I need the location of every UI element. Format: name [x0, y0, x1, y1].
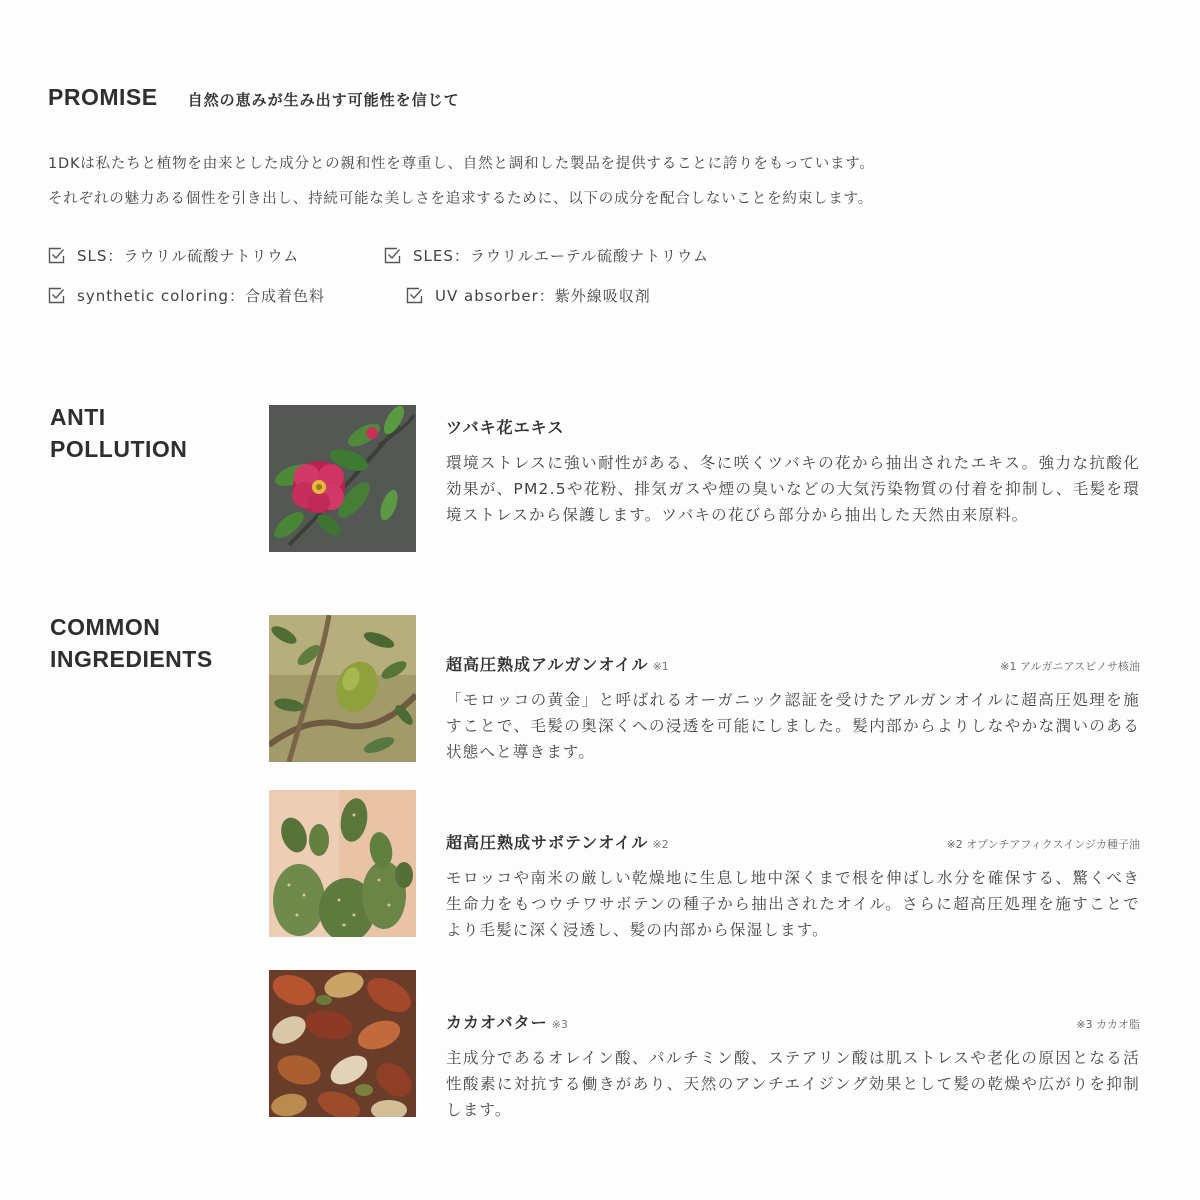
- argan-photo: [269, 615, 416, 762]
- intro-line: それぞれの魅力ある個性を引き出し、持続可能な美しさを追求するために、以下の成分を配合しないことを約束します。: [48, 191, 874, 207]
- promise-title: PROMISE: [48, 84, 158, 110]
- ingredient-description: 環境ストレスに強い耐性がある、冬に咲くツバキの花から抽出されたエキス。強力な抗酸化効果が、PM2.5や花粉、排気ガスや煙の臭いなどの大気汚染物質の付着を抑制し、毛髪を環境ストレスから保護します。ツバキの花びら部分から抽出した天然由来原料。: [446, 454, 1140, 524]
- ingredient-name: [446, 652, 669, 675]
- footnote-mark: ※2: [652, 838, 669, 851]
- promise-subtitle: 自然の恵みが生み出す可能性を信じて: [187, 91, 460, 109]
- section-label-line: INGREDIENTS: [50, 646, 213, 672]
- checkbox-check-icon: [384, 247, 401, 264]
- free-of-label: UV absorber：紫外線吸収剤: [435, 287, 651, 305]
- ingredient-camellia: [446, 415, 1140, 528]
- free-of-label: SLES：ラウリルエーテル硫酸ナトリウム: [413, 247, 709, 265]
- footnote-note: ※1 アルガニアスピノサ核油: [1000, 660, 1140, 673]
- section-label-line: COMMON: [50, 614, 161, 640]
- footnote-mark: ※1: [652, 660, 669, 673]
- cactus-photo: [269, 790, 416, 937]
- checkbox-check-icon: [406, 287, 423, 304]
- free-of-item: [48, 245, 299, 266]
- ingredient-cacao: [446, 1010, 1140, 1123]
- checkbox-check-icon: [48, 287, 65, 304]
- common-ingredients-label: [50, 611, 213, 675]
- ingredient-name-text: 超高圧熟成アルガンオイル: [446, 655, 649, 674]
- cacao-photo: [269, 970, 416, 1117]
- ingredient-name-text: 超高圧熟成サボテンオイル: [446, 833, 649, 852]
- footnote-note: ※2 オプンチアフィクスインジカ種子油: [946, 838, 1140, 851]
- ingredient-cactus: [446, 830, 1140, 943]
- footnote-mark: ※3: [551, 1018, 568, 1031]
- footnote-note: ※3 カカオ脂: [1076, 1018, 1140, 1031]
- checkbox-check-icon: [48, 247, 65, 264]
- camellia-photo: [269, 405, 416, 552]
- promise-header: [48, 84, 460, 111]
- promise-intro: [48, 147, 1148, 217]
- ingredient-name: [446, 830, 669, 853]
- ingredient-name-text: カカオバター: [446, 1013, 548, 1032]
- section-label-line: ANTI: [50, 404, 106, 430]
- free-of-label: SLS：ラウリル硫酸ナトリウム: [77, 247, 300, 265]
- ingredient-name: [446, 1010, 568, 1033]
- free-of-item: [406, 285, 651, 306]
- ingredient-argan: [446, 652, 1140, 765]
- ingredient-description: 主成分であるオレイン酸、パルチミン酸、ステアリン酸は肌ストレスや老化の原因となる活性酸素に対抗する働きがあり、天然のアンチエイジング効果として髪の乾燥や広がりを抑制します。: [446, 1049, 1140, 1119]
- intro-line: 1DKは私たちと植物を由来とした成分との親和性を尊重し、自然と調和した製品を提供することに誇りをもっています。: [48, 156, 875, 172]
- ingredient-description: モロッコや南米の厳しい乾燥地に生息し地中深くまで根を伸ばし水分を確保する、驚くべき生命力をもつウチワサボテンの種子から抽出されたオイル。さらに超高圧処理を施すことでより毛髪に深く浸透し、髪の内部から保湿します。: [446, 869, 1140, 939]
- free-of-item: [48, 285, 325, 306]
- ingredient-description: 「モロッコの黄金」と呼ばれるオーガニック認証を受けたアルガンオイルに超高圧処理を施すことで、毛髪の奥深くへの浸透を可能にしました。髪内部からよりしなやかな潤いのある状態へと導きます。: [446, 691, 1140, 761]
- anti-pollution-label: [50, 401, 187, 465]
- ingredient-name: ツバキ花エキス: [446, 418, 565, 437]
- section-label-line: POLLUTION: [50, 436, 188, 462]
- free-of-label: synthetic coloring：合成着色料: [77, 287, 326, 305]
- free-of-item: [384, 245, 709, 266]
